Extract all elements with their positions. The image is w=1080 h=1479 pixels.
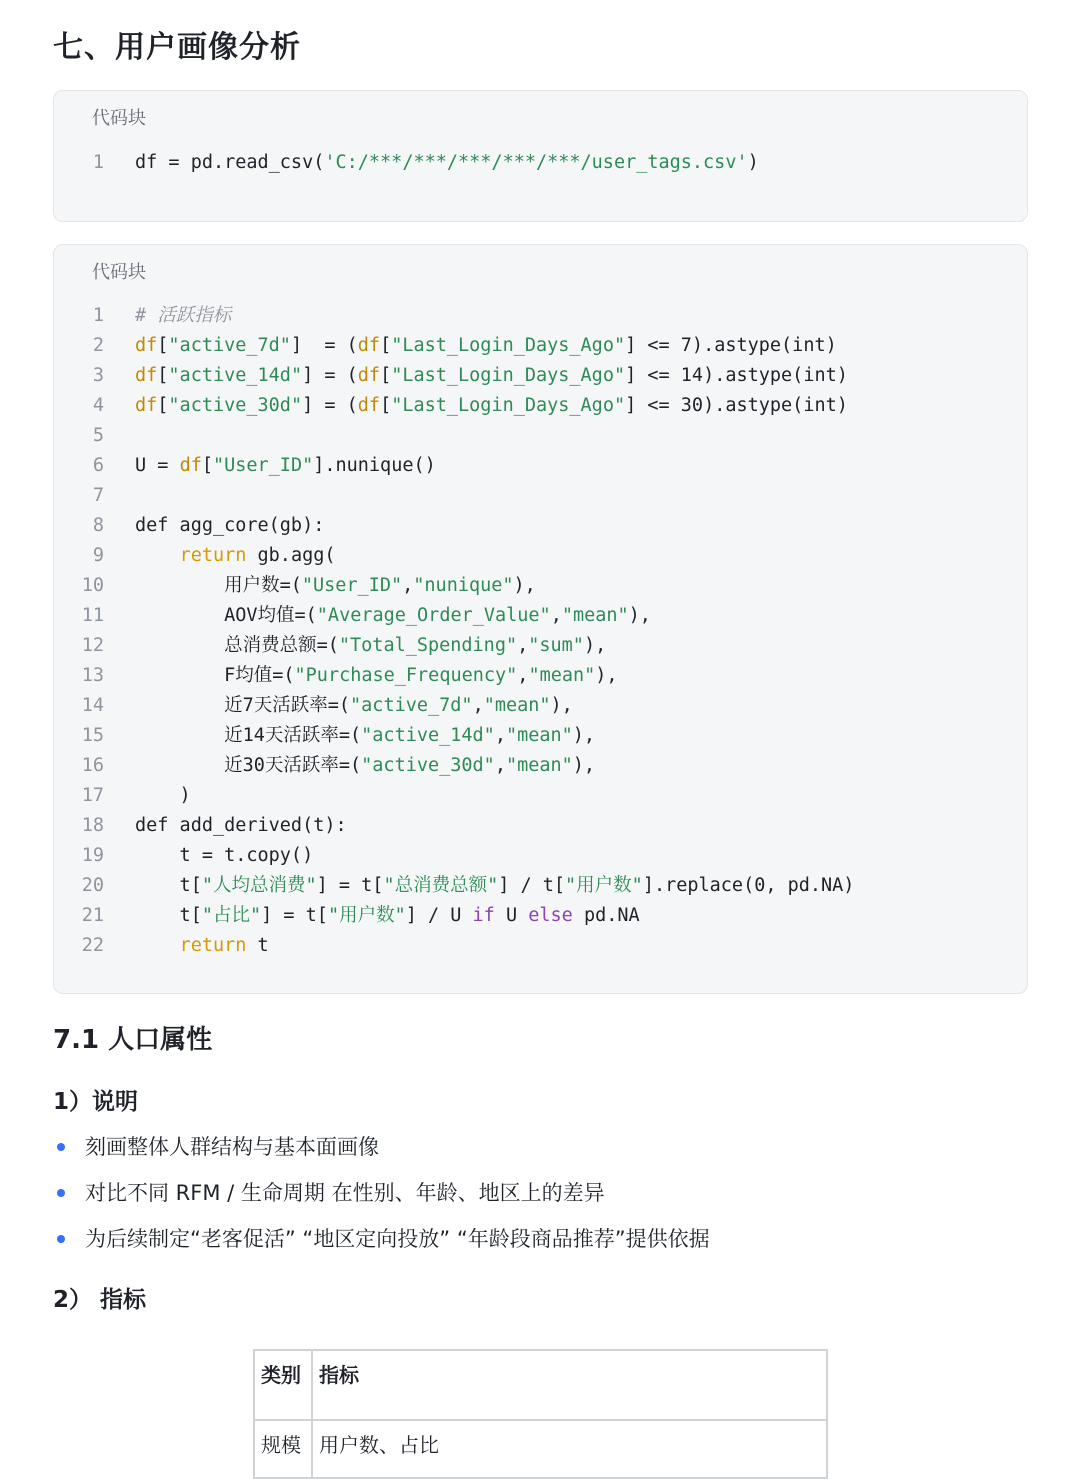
list-item-text: 为后续制定“老客促活” “地区定向投放” “年龄段商品推荐”提供依据 — [85, 1227, 710, 1251]
code-text — [135, 811, 347, 841]
explanation-bullet-list — [53, 1128, 710, 1266]
code-token: ), — [572, 725, 596, 746]
code-text — [135, 751, 595, 781]
explanation-heading: 1）说明 — [53, 1089, 139, 1115]
code-lines — [54, 301, 1027, 961]
code-token: , — [550, 605, 562, 626]
code-token: U — [494, 905, 529, 926]
line-number: 3 — [92, 365, 104, 386]
line-number: 11 — [81, 605, 104, 626]
code-token: "mean" — [528, 665, 596, 686]
code-token: gb.agg( — [246, 545, 336, 566]
code-token: "mean" — [505, 755, 573, 776]
code-text — [135, 721, 595, 751]
code-token: "人均总消费" — [201, 875, 317, 896]
code-token: "active_14d" — [361, 725, 495, 746]
code-token: F均值=( — [135, 665, 295, 686]
code-text — [135, 871, 854, 901]
code-line — [54, 421, 1027, 451]
table-cell: 用户数、占比 — [312, 1420, 827, 1478]
code-token: ] / U — [405, 905, 473, 926]
code-token: "User_ID" — [212, 455, 314, 476]
code-text — [135, 571, 536, 601]
code-token: ] / t[ — [498, 875, 566, 896]
code-token: ), — [583, 635, 607, 656]
code-token: "active_30d" — [168, 395, 303, 416]
table-row — [254, 1420, 827, 1478]
code-token: [ — [380, 395, 392, 416]
code-token: ] = ( — [290, 335, 358, 356]
list-item-text: 对比不同 RFM / 生命周期 在性别、年龄、地区上的差异 — [85, 1181, 605, 1205]
line-number: 7 — [92, 485, 104, 506]
code-token: ] <= 30).astype(int) — [625, 395, 848, 416]
code-token: def agg_core(gb): — [135, 515, 325, 536]
code-token: ), — [595, 665, 618, 686]
code-token: t[ — [135, 905, 202, 926]
code-token: "nunique" — [413, 575, 514, 596]
metrics-table — [253, 1349, 828, 1479]
code-token: [ — [380, 365, 392, 386]
code-line — [54, 541, 1027, 571]
code-token: pd.NA — [572, 905, 640, 926]
code-token: ] = ( — [302, 365, 358, 386]
code-token: "User_ID" — [301, 575, 403, 596]
code-text — [135, 511, 324, 541]
subsection-title: 7.1 人口属性 — [53, 1025, 213, 1055]
code-token: return — [179, 545, 247, 566]
line-number: 17 — [81, 785, 104, 806]
code-token: "占比" — [201, 905, 262, 926]
code-line — [54, 451, 1027, 481]
line-number: 21 — [81, 905, 104, 926]
bullet-dot-icon — [57, 1189, 65, 1197]
line-number: 5 — [92, 425, 104, 446]
code-token: "mean" — [483, 695, 551, 716]
code-token: def add_derived(t): — [135, 815, 347, 836]
code-token: df — [179, 455, 202, 476]
code-line — [54, 811, 1027, 841]
line-number: 13 — [81, 665, 104, 686]
code-token: , — [472, 695, 484, 716]
section-title: 七、用户画像分析 — [53, 30, 301, 65]
line-number: 12 — [81, 635, 104, 656]
code-token: "Last_Login_Days_Ago" — [391, 365, 626, 386]
line-number: 19 — [81, 845, 104, 866]
code-text — [135, 331, 837, 361]
code-token: [ — [201, 455, 213, 476]
code-text — [135, 601, 651, 631]
bullet-dot-icon — [57, 1235, 65, 1243]
code-token: "用户数" — [327, 905, 406, 926]
code-token: "active_30d" — [361, 755, 495, 776]
metrics-heading: 2） 指标 — [53, 1287, 147, 1313]
code-token: ] = ( — [302, 395, 358, 416]
code-token: "mean" — [505, 725, 573, 746]
code-token — [135, 935, 180, 956]
code-token: "用户数" — [565, 875, 643, 896]
code-token: ].nunique() — [313, 455, 436, 476]
code-token: "mean" — [561, 605, 629, 626]
code-token: U = — [135, 455, 180, 476]
line-number: 6 — [92, 455, 104, 476]
code-token: 'C:/***/***/***/***/***/user_tags.csv' — [324, 152, 748, 173]
line-number: 14 — [81, 695, 104, 716]
code-token: "sum" — [528, 635, 584, 656]
table-cell: 规模 — [254, 1420, 312, 1478]
line-number: 2 — [92, 335, 104, 356]
code-line — [54, 571, 1027, 601]
code-token: "Average_Order_Value" — [316, 605, 551, 626]
code-token: df — [357, 395, 381, 416]
code-token: t[ — [135, 875, 202, 896]
code-token: , — [517, 635, 529, 656]
code-text — [135, 691, 573, 721]
code-line — [54, 931, 1027, 961]
code-line — [54, 721, 1027, 751]
line-number: 16 — [81, 755, 104, 776]
code-token: , — [494, 725, 506, 746]
code-token: ] = t[ — [316, 875, 384, 896]
code-token: 近14天活跃率=( — [135, 725, 362, 746]
line-number: 8 — [92, 515, 104, 536]
code-token: # 活跃指标 — [135, 305, 232, 326]
code-token: "active_7d" — [350, 695, 473, 716]
code-block-label: 代码块 — [92, 108, 146, 129]
code-token: ] <= 7).astype(int) — [625, 335, 837, 356]
code-text — [135, 661, 618, 691]
code-token: "Last_Login_Days_Ago" — [391, 395, 626, 416]
list-item-text: 刻画整体人群结构与基本面画像 — [85, 1135, 379, 1159]
code-text — [135, 541, 336, 571]
line-number: 9 — [92, 545, 104, 566]
code-text — [135, 148, 759, 178]
code-text — [135, 931, 269, 961]
code-line — [54, 511, 1027, 541]
code-token: t — [246, 935, 269, 956]
code-line — [54, 481, 1027, 511]
code-token: t = t.copy() — [135, 845, 314, 866]
code-token: "active_14d" — [168, 365, 303, 386]
line-number: 4 — [92, 395, 104, 416]
bullet-dot-icon — [57, 1143, 65, 1151]
code-token: , — [517, 665, 529, 686]
code-token: df — [135, 395, 158, 416]
code-token: ), — [572, 755, 596, 776]
code-line — [54, 841, 1027, 871]
code-token: "总消费总额" — [383, 875, 499, 896]
code-token: "Purchase_Frequency" — [294, 665, 518, 686]
code-text — [135, 781, 191, 811]
code-token: ), — [550, 695, 573, 716]
code-token: df — [357, 365, 381, 386]
code-token: "Last_Login_Days_Ago" — [391, 335, 626, 356]
code-line — [54, 391, 1027, 421]
line-number: 1 — [92, 152, 104, 173]
code-token: ] <= 14).astype(int) — [625, 365, 848, 386]
line-number: 1 — [92, 305, 104, 326]
code-line — [54, 361, 1027, 391]
code-token: if — [472, 905, 495, 926]
code-token: 近7天活跃率=( — [135, 695, 351, 716]
line-number: 18 — [81, 815, 104, 836]
code-token: , — [494, 755, 506, 776]
code-token: df — [135, 365, 158, 386]
code-line — [54, 751, 1027, 781]
code-text — [135, 631, 606, 661]
list-item — [53, 1128, 710, 1174]
code-line — [54, 631, 1027, 661]
line-number: 20 — [81, 875, 104, 896]
code-text — [135, 361, 848, 391]
code-line — [54, 301, 1027, 331]
code-token: ), — [628, 605, 651, 626]
code-token: df = pd.read_csv( — [135, 152, 325, 173]
code-block[interactable] — [53, 244, 1028, 994]
code-token: 近30天活跃率=( — [135, 755, 362, 776]
code-text — [135, 301, 231, 331]
code-block-label: 代码块 — [92, 262, 146, 283]
code-line — [54, 871, 1027, 901]
code-line — [54, 601, 1027, 631]
line-number: 15 — [81, 725, 104, 746]
code-token: ] = t[ — [261, 905, 328, 926]
code-text — [135, 391, 848, 421]
code-token: return — [179, 935, 247, 956]
code-line — [54, 691, 1027, 721]
list-item — [53, 1220, 710, 1266]
code-token: 总消费总额=( — [135, 635, 339, 656]
code-token: [ — [157, 365, 169, 386]
line-number: 22 — [81, 935, 104, 956]
code-token: ) — [747, 152, 759, 173]
code-token: [ — [157, 395, 169, 416]
code-token: df — [357, 335, 381, 356]
code-token: [ — [157, 335, 169, 356]
code-line — [54, 148, 1027, 178]
line-number: 10 — [81, 575, 104, 596]
code-token: else — [528, 905, 573, 926]
list-item — [53, 1174, 710, 1220]
code-token: ].replace(0, pd.NA) — [642, 875, 855, 896]
code-block[interactable] — [53, 90, 1028, 222]
code-lines — [54, 148, 1027, 178]
code-line — [54, 331, 1027, 361]
code-token — [135, 545, 180, 566]
table-header-cell: 类别 — [254, 1350, 312, 1420]
code-token: ) — [135, 785, 191, 806]
code-text — [135, 841, 313, 871]
code-token: "active_7d" — [168, 335, 291, 356]
code-token: , — [402, 575, 414, 596]
code-token: 用户数=( — [135, 575, 302, 596]
table-header-cell: 指标 — [312, 1350, 827, 1420]
code-token: "Total_Spending" — [338, 635, 518, 656]
code-token: ), — [513, 575, 536, 596]
code-token: AOV均值=( — [135, 605, 317, 626]
code-line — [54, 661, 1027, 691]
code-line — [54, 781, 1027, 811]
code-token: [ — [380, 335, 392, 356]
code-token: df — [135, 335, 158, 356]
table-header-row — [254, 1350, 827, 1420]
code-line — [54, 901, 1027, 931]
code-text — [135, 901, 640, 931]
code-text — [135, 451, 436, 481]
